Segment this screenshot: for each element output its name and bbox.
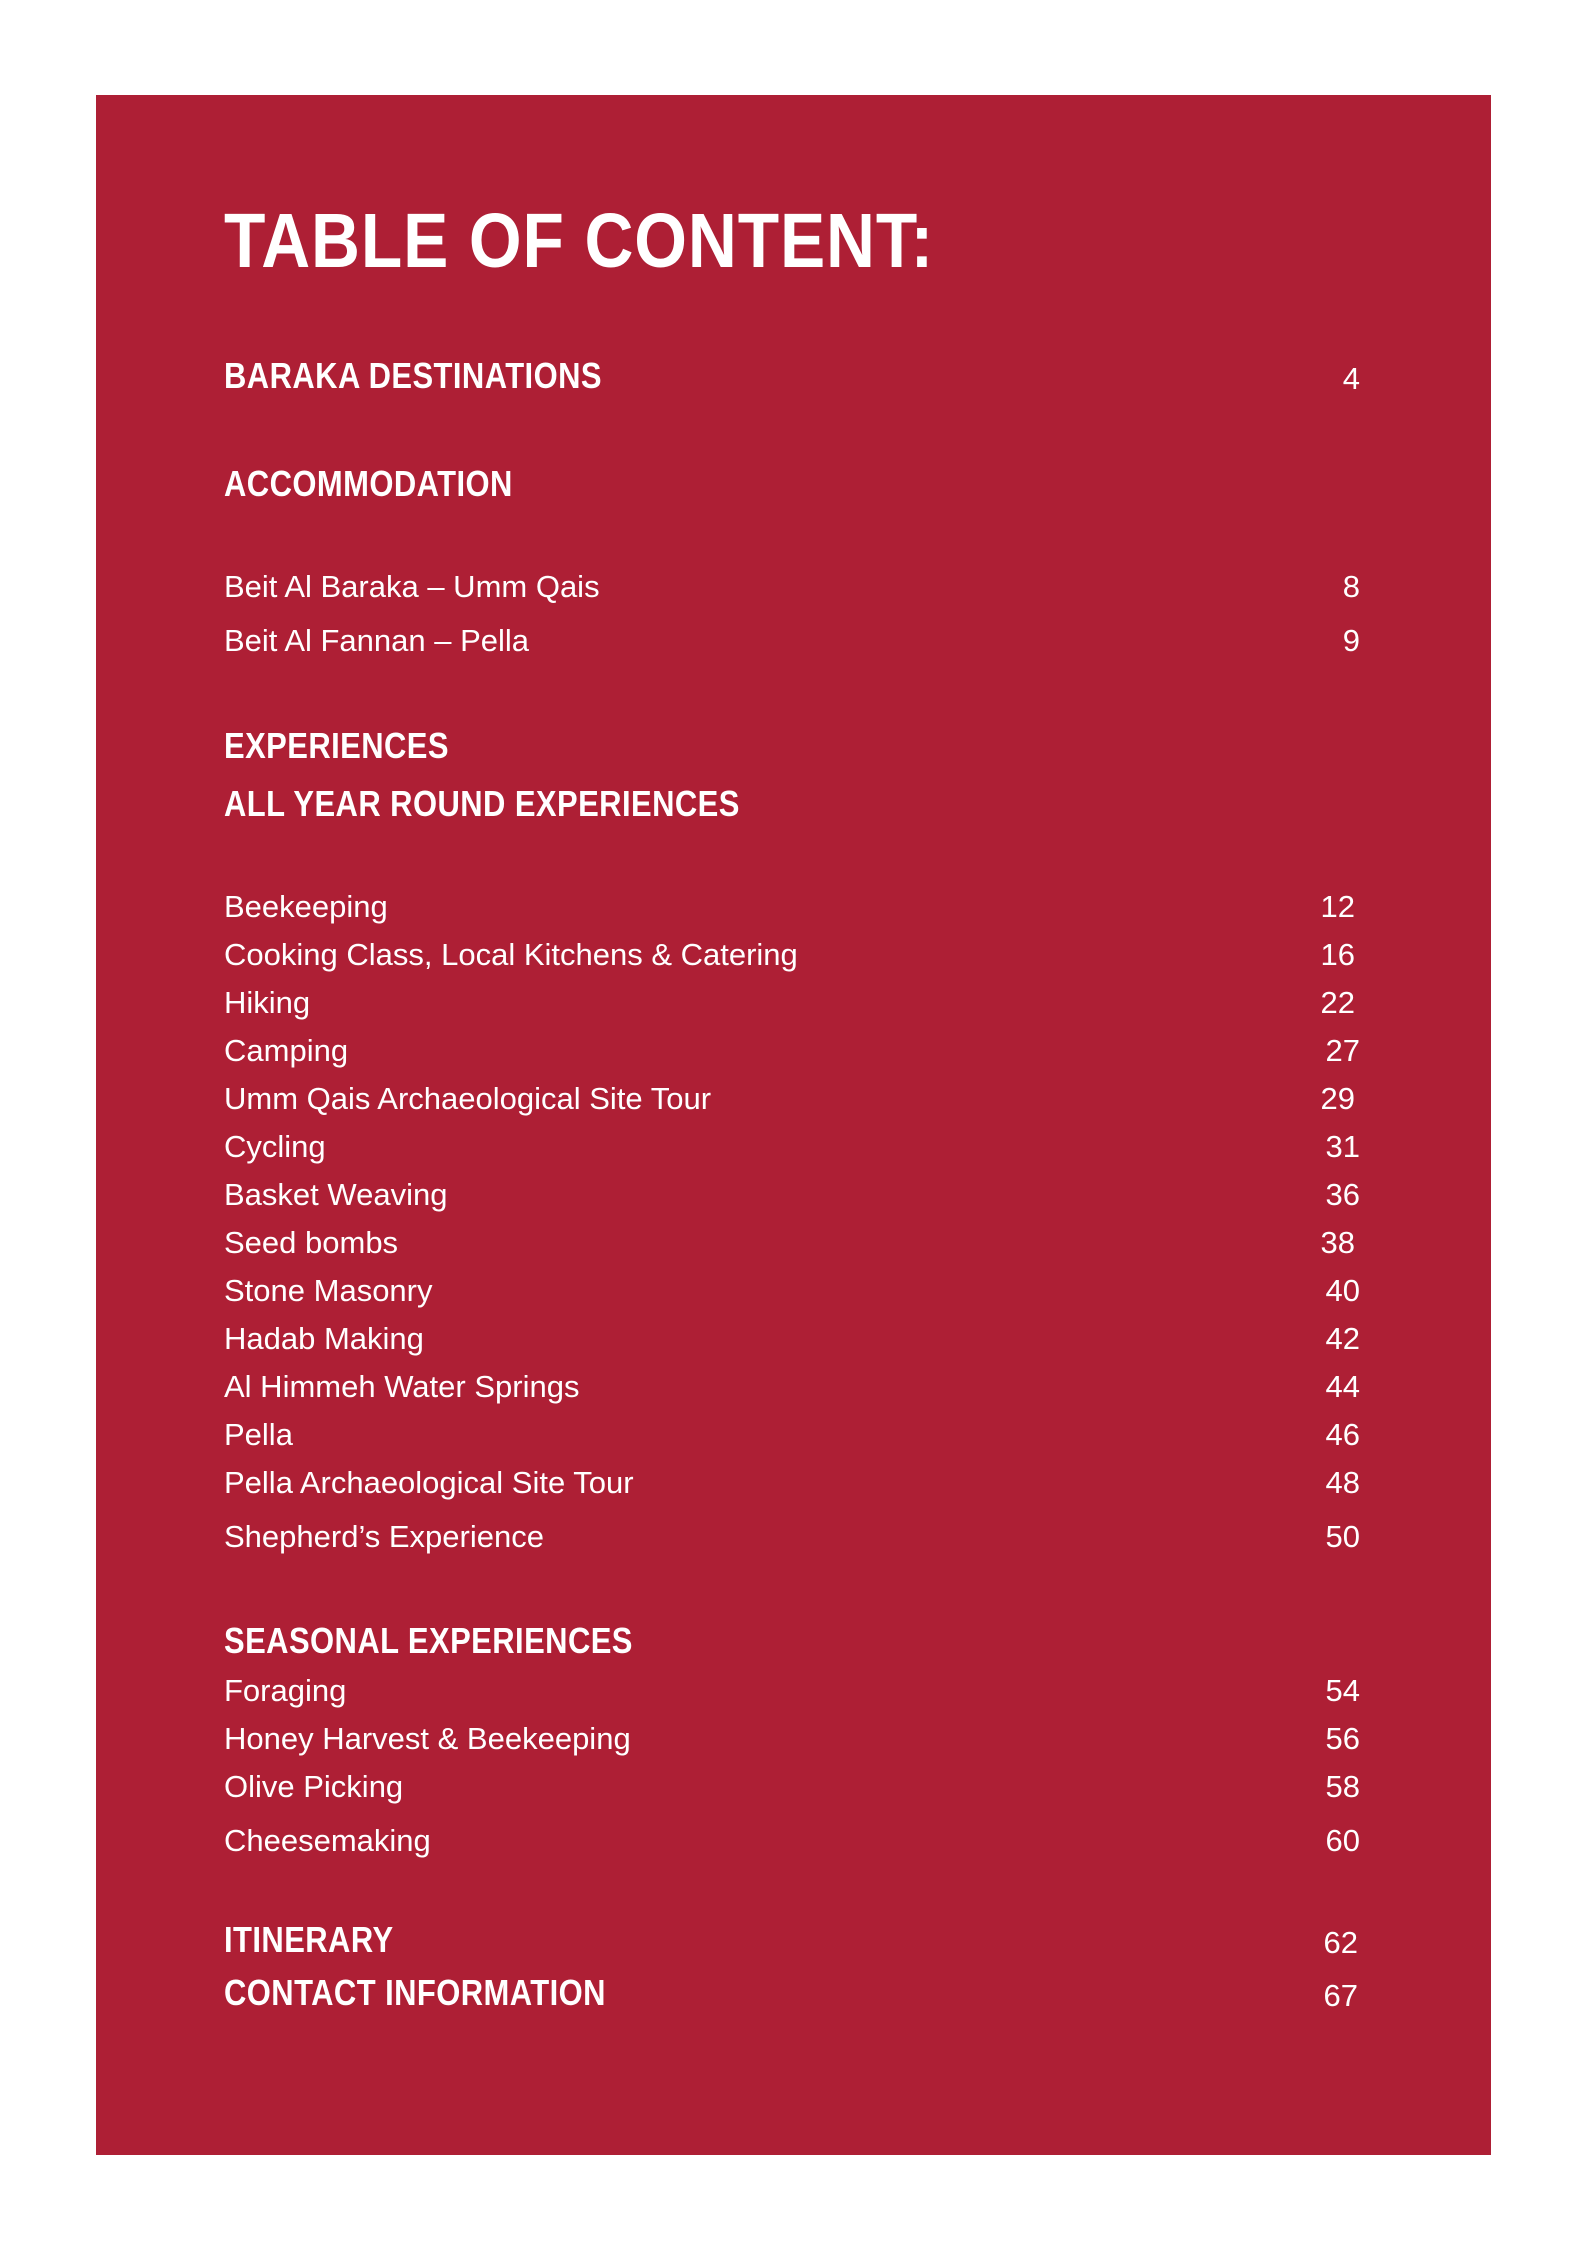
toc-item-page: 40 bbox=[1325, 1273, 1360, 1308]
toc-item-page: 54 bbox=[1325, 1673, 1360, 1708]
toc-heading-contact[interactable]: CONTACT INFORMATION bbox=[224, 1972, 606, 2013]
toc-page-baraka-destinations: 4 bbox=[1342, 361, 1360, 396]
toc-item-page: 58 bbox=[1325, 1769, 1360, 1804]
toc-item[interactable]: Cooking Class, Local Kitchens & Catering bbox=[224, 937, 798, 972]
toc-item-page: 16 bbox=[1320, 937, 1355, 972]
toc-item[interactable]: Cycling bbox=[224, 1129, 326, 1164]
toc-heading-accommodation: ACCOMMODATION bbox=[224, 463, 513, 504]
toc-heading-baraka-destinations[interactable]: BARAKA DESTINATIONS bbox=[224, 355, 602, 396]
toc-item[interactable]: Cheesemaking bbox=[224, 1823, 431, 1858]
toc-item-page: 46 bbox=[1325, 1417, 1360, 1452]
toc-page-contact: 67 bbox=[1323, 1978, 1358, 2013]
toc-heading-experiences: EXPERIENCES bbox=[224, 725, 449, 766]
toc-item-page: 27 bbox=[1325, 1033, 1360, 1068]
toc-item-page: 38 bbox=[1320, 1225, 1355, 1260]
toc-heading-seasonal: SEASONAL EXPERIENCES bbox=[224, 1620, 633, 1661]
toc-item-page: 48 bbox=[1325, 1465, 1360, 1500]
toc-item[interactable]: Hadab Making bbox=[224, 1321, 424, 1356]
toc-item-page: 36 bbox=[1325, 1177, 1360, 1212]
toc-item-page: 42 bbox=[1325, 1321, 1360, 1356]
toc-item[interactable]: Olive Picking bbox=[224, 1769, 404, 1804]
toc-item-page: 60 bbox=[1325, 1823, 1360, 1858]
toc-item-page: 44 bbox=[1325, 1369, 1360, 1404]
toc-item-page: 12 bbox=[1320, 889, 1355, 924]
page-title: TABLE OF CONTENT: bbox=[224, 198, 935, 284]
toc-item[interactable]: Stone Masonry bbox=[224, 1273, 433, 1308]
toc-subheading-all-year: ALL YEAR ROUND EXPERIENCES bbox=[224, 783, 740, 824]
toc-item[interactable]: Foraging bbox=[224, 1673, 347, 1708]
toc-item[interactable]: Camping bbox=[224, 1033, 349, 1068]
toc-item[interactable]: Beit Al Fannan – Pella bbox=[224, 623, 530, 658]
toc-item[interactable]: Pella bbox=[224, 1417, 293, 1452]
toc-item[interactable]: Honey Harvest & Beekeeping bbox=[224, 1721, 631, 1756]
toc-page-itinerary: 62 bbox=[1323, 1925, 1358, 1960]
toc-item-page: 29 bbox=[1320, 1081, 1355, 1116]
toc-item[interactable]: Shepherd’s Experience bbox=[224, 1519, 544, 1554]
toc-item[interactable]: Basket Weaving bbox=[224, 1177, 448, 1212]
toc-item[interactable]: Beekeeping bbox=[224, 889, 388, 924]
toc-item[interactable]: Hiking bbox=[224, 985, 311, 1020]
toc-heading-itinerary[interactable]: ITINERARY bbox=[224, 1919, 394, 1960]
toc-item-page: 8 bbox=[1342, 569, 1360, 604]
toc-item[interactable]: Al Himmeh Water Springs bbox=[224, 1369, 580, 1404]
toc-item[interactable]: Seed bombs bbox=[224, 1225, 399, 1260]
toc-item-page: 50 bbox=[1325, 1519, 1360, 1554]
toc-item-page: 9 bbox=[1342, 623, 1360, 658]
toc-item[interactable]: Umm Qais Archaeological Site Tour bbox=[224, 1081, 712, 1116]
toc-item-page: 22 bbox=[1320, 985, 1355, 1020]
toc-item-page: 31 bbox=[1325, 1129, 1360, 1164]
toc-item-page: 56 bbox=[1325, 1721, 1360, 1756]
toc-item[interactable]: Beit Al Baraka – Umm Qais bbox=[224, 569, 600, 604]
toc-item[interactable]: Pella Archaeological Site Tour bbox=[224, 1465, 634, 1500]
